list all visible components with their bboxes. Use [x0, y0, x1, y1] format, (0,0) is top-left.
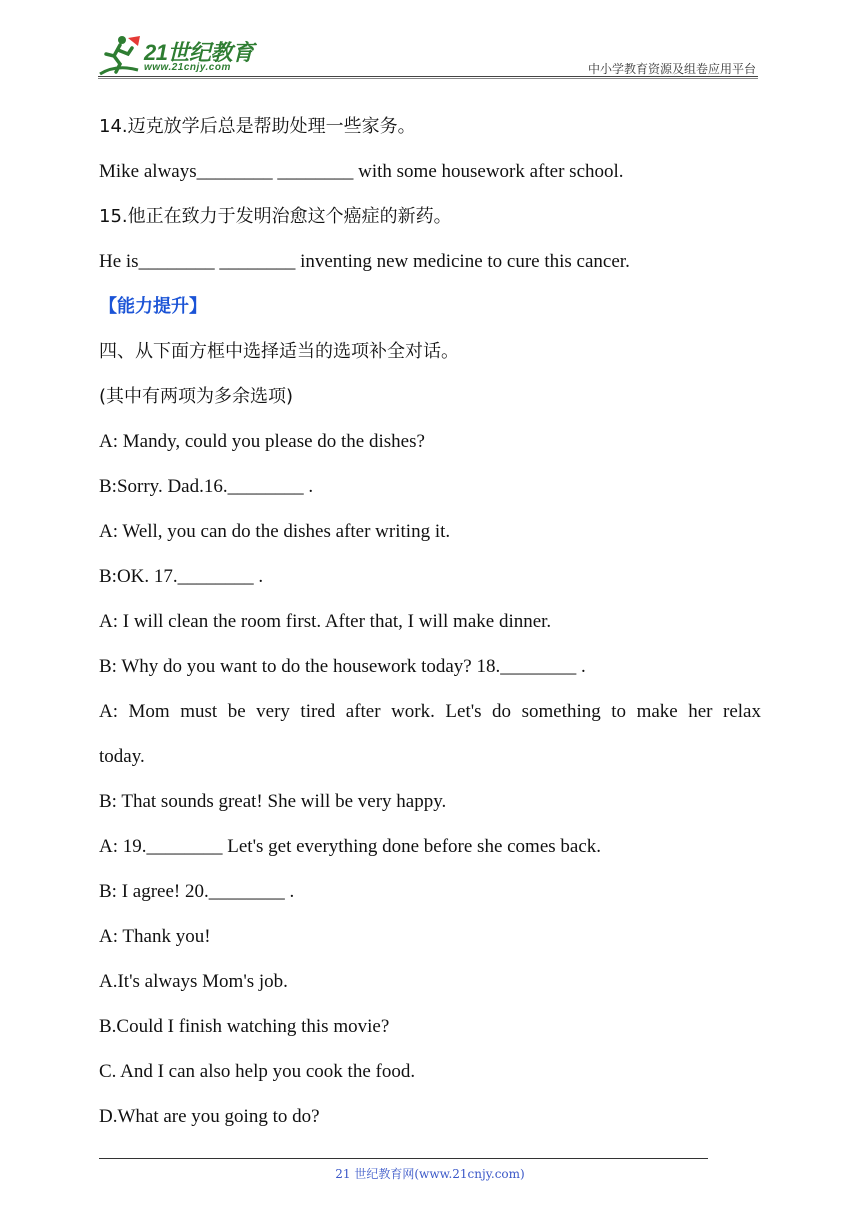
question-14-english: Mike always________ ________ with some housework after school. [99, 161, 624, 182]
dialogue-line: B: That sounds great! She will be very happy. [99, 791, 447, 812]
document-body [99, 104, 761, 1139]
dialogue-line: B:OK. 17.________ . [99, 566, 264, 587]
site-logo [98, 34, 268, 76]
dialogue-line-continued: today. [99, 746, 145, 767]
part-four-note: (其中有两项为多余选项) [99, 386, 294, 407]
option-c: C. And I can also help you cook the food. [99, 1061, 416, 1082]
dialogue-line: B: I agree! 20.________ . [99, 881, 295, 902]
dialogue-line: B:Sorry. Dad.16.________ . [99, 476, 314, 497]
question-15-chinese: 15.他正在致力于发明治愈这个癌症的新药。 [99, 206, 452, 227]
dialogue-line: A: I will clean the room first. After that, I will make dinner. [99, 611, 552, 632]
option-a: A.It's always Mom's job. [99, 971, 288, 992]
logo-text: 21世纪教育 [144, 40, 254, 65]
dialogue-line: A: Mom must be very tired after work. Let's do something to make her relax [99, 701, 761, 722]
option-d: D.What are you going to do? [99, 1106, 320, 1127]
footer-divider [99, 1158, 708, 1159]
dialogue-line: A: Thank you! [99, 926, 211, 947]
dialogue-line: A: Well, you can do the dishes after writing it. [99, 521, 451, 542]
question-14-chinese: 14.迈克放学后总是帮助处理一些家务。 [99, 116, 416, 137]
part-four-instruction: 四、从下面方框中选择适当的选项补全对话。 [99, 341, 459, 362]
dialogue-line: A: 19.________ Let's get everything done before she comes back. [99, 836, 602, 857]
runner-logo-icon [98, 34, 144, 76]
header-divider [98, 76, 758, 77]
footer-text: 21 世纪教育网(www.21cnjy.com) [335, 1167, 525, 1181]
page-header [98, 30, 758, 78]
logo-url: www.21cnjy.com [144, 62, 231, 73]
dialogue-line: B: Why do you want to do the housework today? 18.________ . [99, 656, 586, 677]
question-15-english: He is________ ________ inventing new medicine to cure this cancer. [99, 251, 630, 272]
header-divider-thin [98, 78, 758, 79]
section-title: 【能力提升】 [99, 296, 207, 317]
option-b: B.Could I finish watching this movie? [99, 1016, 390, 1037]
dialogue-line: A: Mandy, could you please do the dishes? [99, 431, 425, 452]
header-slogan: 中小学教育资源及组卷应用平台 [587, 62, 756, 76]
